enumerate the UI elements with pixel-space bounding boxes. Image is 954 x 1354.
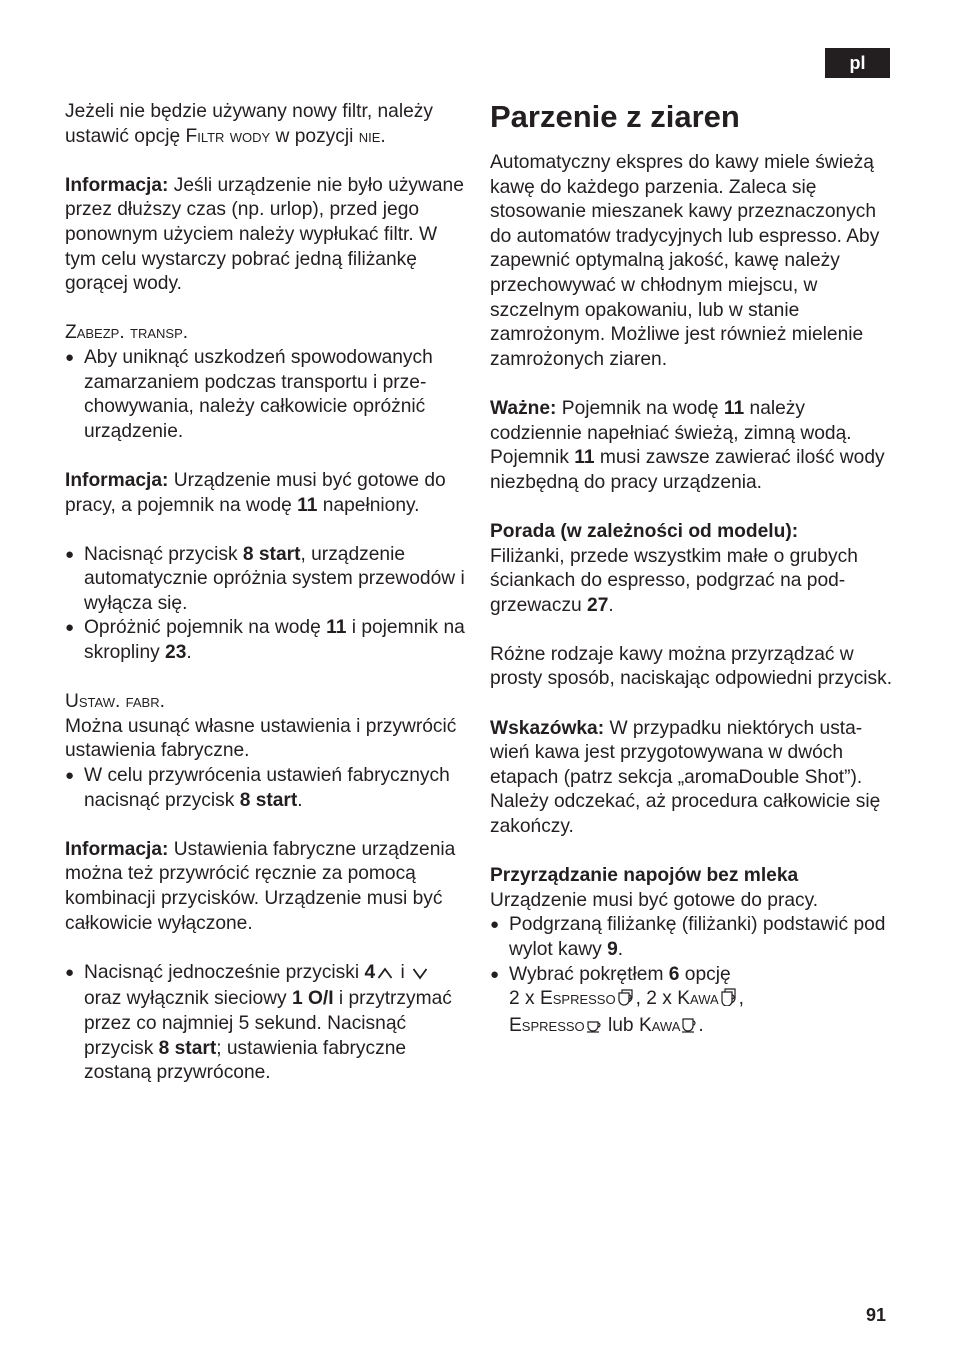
important-note: Ważne: Pojemnik na wodę 11 należy codziennie napełniać świeżą, zimną wodą. Pojemnik 11 musi zawsze zawierać ilość wody niezbędną do pracy urządzenia.: [490, 397, 885, 493]
page-number: 91: [866, 1305, 887, 1325]
empty-steps-list: [65, 543, 467, 666]
list-item: ● Aby uniknąć uszkodzeń spowodowanych zamarzaniem podczas transportu i przechowywania, należy całkowicie opróżnić urządzenie.: [65, 346, 467, 444]
section-title: Parzenie z ziaren: [490, 99, 740, 134]
info-flush-filter: Informacja: Jeśli urządzenie nie było używane przez dłuższy czas (np. urlop), przed jego ponownym użyciem należy wypłukać filtr. W tym celu wystarczy pobrać jedną filiżankę gorącej wody.: [65, 174, 464, 295]
factory-text: Można usunąć własne ustawienia i przywrócić ustawienia fabryczne.: [65, 715, 457, 762]
cup-icon: [586, 1016, 602, 1041]
factory-heading: Ustaw. fabr.: [65, 691, 165, 713]
transport-heading: Zabezp. transp.: [65, 322, 189, 344]
manual-reset-list: [65, 961, 467, 1086]
info-ready: Informacja: Urządzenie musi być gotowe do pracy, a pojemnik na wodę 11 napełniony.: [65, 469, 446, 516]
left-column: [65, 100, 467, 1086]
language-badge: pl: [825, 48, 890, 78]
info-manual-reset: Informacja: Ustawienia fabryczne urządzenia można też przywrócić ręcznie za pomocą kombinacji przycisków. Urządzenie musi być całkowicie wyłączone.: [65, 838, 456, 934]
no-milk-list: [490, 913, 895, 1040]
filter-note: Jeżeli nie będzie używany nowy filtr, należy ustawić opcję Filtr wody w pozycji nie.: [65, 101, 433, 147]
tip-text: Filiżanki, przede wszystkim małe o grubych ściankach do espresso, podgrzać na podgrzewaczu 27.: [490, 545, 858, 616]
double-cup-icon: [720, 988, 738, 1014]
chevron-up-icon: [377, 963, 393, 988]
various-paragraph: Różne rodzaje kawy można przyrządzać w prosty sposób, naciskając odpowiedni przycisk.: [490, 643, 893, 690]
factory-list: [65, 764, 467, 813]
transport-list: [65, 346, 467, 444]
list-item: ● W celu przywrócenia ustawień fabrycznych nacisnąć przycisk 8 start.: [65, 764, 467, 813]
cup-icon: [681, 1016, 697, 1041]
list-item: ● Podgrzaną filiżankę (filiżanki) podstawić pod wylot kawy 9.: [490, 913, 895, 962]
list-item: ● Wybrać pokrętłem 6 opcję 2 x Espresso , 2 x Kawa , Espresso lub Kawa .: [490, 963, 895, 1041]
intro-paragraph: Automatyczny ekspres do kawy miele świeżą kawę do każdego parzenia. Zaleca się stosowanie mieszanek kawy przeznaczonych do automatów tradycyjnych lub espresso. Aby zapewnić optymalną jakość, kawę należy przechowywać w chłodnym miejscu, w szczelnym opakowaniu, lub w stanie zamrożonym. Możliwe jest również mielenie zamrożonych ziaren.: [490, 152, 880, 370]
list-item: ● Nacisnąć przycisk 8 start, urządzenie automatycznie opróżnia system przewodów i wyłącza się.: [65, 543, 467, 617]
list-item: ● Opróżnić pojemnik na wodę 11 i pojemnik na skropliny 23.: [65, 616, 467, 665]
right-column: [490, 100, 895, 1040]
hint-note: Wskazówka: W przypadku niektórych ustawień kawa jest przygotowywana w dwóch etapach (patrz sekcja „aromaDouble Shot”). Należy odczekać, aż procedura całkowicie się zakończy.: [490, 717, 881, 838]
list-item: ● Nacisnąć jednocześnie przyciski 4 i oraz wyłącznik sieciowy 1 O/I i przytrzymać przez co najmniej 5 sekund. Nacisnąć przycisk 8 start; ustawienia fabryczne zostaną przywrócone.: [65, 961, 467, 1086]
double-cup-icon: [617, 988, 635, 1014]
tip-label: Porada (w zależności od modelu):: [490, 520, 799, 542]
chevron-down-icon: [412, 963, 428, 988]
no-milk-text: Urządzenie musi być gotowe do pracy.: [490, 889, 819, 911]
no-milk-heading: Przyrządzanie napojów bez mleka: [490, 865, 799, 887]
